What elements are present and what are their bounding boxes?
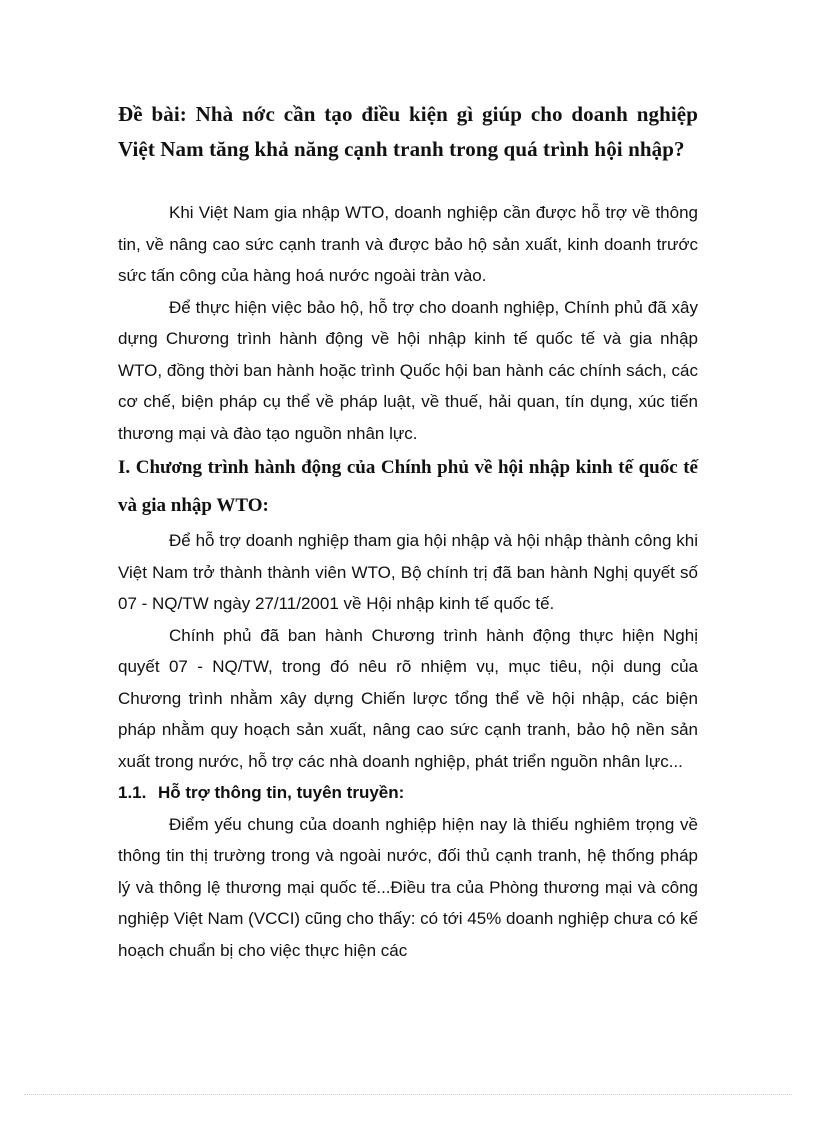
subsection-title: Hỗ trợ thông tin, tuyên truyền:: [158, 783, 405, 802]
document-title: Đề bài: Nhà nớc cần tạo điều kiện gì giúp cho doanh nghiệp Việt Nam tăng khả năng cạnh tranh trong quá trình hội nhập?: [118, 102, 698, 161]
intro-paragraph-1: Khi Việt Nam gia nhập WTO, doanh nghiệp cần được hỗ trợ về thông tin, về nâng cao sức cạnh tranh và được bảo hộ sản xuất, kinh doanh trước sức tấn công của hàng hoá nước ngoài tràn vào.: [118, 203, 698, 285]
subsection-heading: [118, 777, 698, 809]
subsection-number: 1.1.: [118, 783, 147, 802]
section-heading: I. Chương trình hành động của Chính phủ về hội nhập kinh tế quốc tế và gia nhập WTO:: [118, 457, 698, 516]
section-paragraph-1: Để hỗ trợ doanh nghiệp tham gia hội nhập và hội nhập thành công khi Việt Nam trở thành thành viên WTO, Bộ chính trị đã ban hành Nghị quyết số 07 - NQ/TW ngày 27/11/2001 về Hội nhập kinh tế quốc tế.: [118, 531, 698, 613]
subsection-paragraph-1: Điểm yếu chung của doanh nghiệp hiện nay là thiếu nghiêm trọng về thông tin thị trường trong và ngoài nước, đối thủ cạnh tranh, hệ thống pháp lý và thông lệ thương mại quốc tế...Điều tra của Phòng thương mại và công nghiệp Việt Nam (VCCI) cũng cho thấy: có tới 45% doanh nghiệp chưa có kế hoạch chuẩn bị cho việc thực hiện các: [118, 814, 698, 960]
intro-paragraph-2: Để thực hiện việc bảo hộ, hỗ trợ cho doanh nghiệp, Chính phủ đã xây dựng Chương trình hành động về hội nhập kinh tế quốc tế và gia nhập WTO, đồng thời ban hành hoặc trình Quốc hội ban hành các chính sách, các cơ chế, biện pháp cụ thể về pháp luật, về thuế, hải quan, tín dụng, xúc tiến thương mại và đào tạo nguồn nhân lực.: [118, 297, 698, 443]
section-paragraph-2: Chính phủ đã ban hành Chương trình hành động thực hiện Nghị quyết 07 - NQ/TW, trong đó nêu rõ nhiệm vụ, mục tiêu, nội dung của Chương trình nhằm xây dựng Chiến lược tổng thể về hội nhập, các biện pháp nhằm quy hoạch sản xuất, nâng cao sức cạnh tranh, bảo hộ nền sản xuất trong nước, hỗ trợ các nhà doanh nghiệp, phát triển nguồn nhân lực...: [118, 625, 698, 771]
page-bottom-divider: [24, 1094, 792, 1095]
